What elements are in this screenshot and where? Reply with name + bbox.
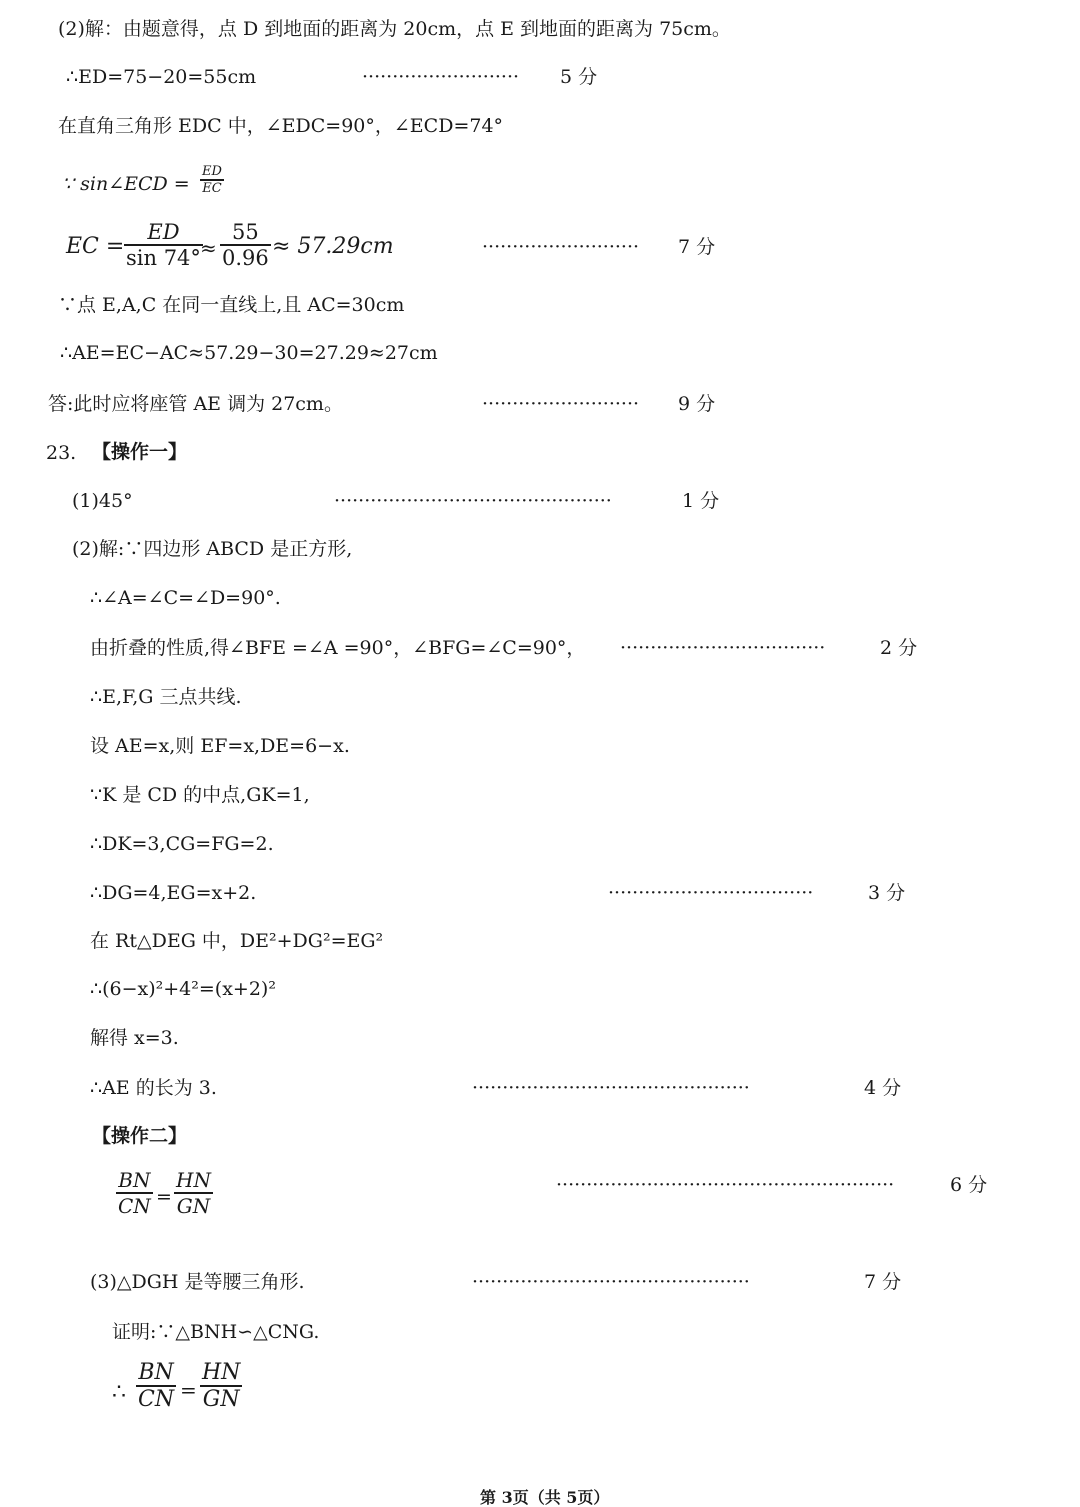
proof-equals: =	[180, 1378, 197, 1402]
solution-line-2: ∴ED=75−20=55cm	[66, 66, 257, 88]
score-label: 4 分	[864, 1077, 902, 1099]
solution-line-15: 设 AE=x,则 EF=x,DE=6−x.	[90, 735, 350, 757]
ec-formula-lhs: EC =	[66, 234, 125, 259]
score-dots: ························································	[556, 1174, 895, 1196]
score-label: 7 分	[678, 236, 716, 258]
proof-fraction-1: BN CN	[138, 1360, 175, 1412]
solution-line-12: ∴∠A=∠C=∠D=90°.	[90, 587, 281, 609]
score-dots: ··························	[362, 66, 520, 88]
proof-fraction-2: HN GN	[202, 1360, 241, 1412]
solution-line-7: ∴AE=EC−AC≈57.29−30=27.29≈27cm	[60, 342, 438, 364]
score-dots: ··································	[608, 882, 814, 904]
score-label: 5 分	[560, 66, 598, 88]
ec-fraction-2: 55 0.96	[222, 220, 269, 270]
solution-line-13: 由折叠的性质,得∠BFE =∠A =90°，∠BFG=∠C=90°，	[90, 637, 586, 659]
solution-line-19: 在 Rt△DEG 中，DE²+DG²=EG²	[90, 930, 384, 952]
score-label: 3 分	[868, 882, 906, 904]
solution-line-3: 在直角三角形 EDC 中，∠EDC=90°，∠ECD=74°	[58, 115, 504, 137]
page-footer: 第 3页（共 5页）	[480, 1488, 610, 1507]
solution-line-25: (3)△DGH 是等腰三角形.	[90, 1271, 305, 1293]
solution-line-22: ∴AE 的长为 3.	[90, 1077, 217, 1099]
sin-formula-prefix: ∵ sin∠ECD =	[62, 173, 190, 195]
question-number: 23.	[46, 442, 77, 464]
solution-line-16: ∵K 是 CD 的中点,GK=1,	[90, 784, 310, 806]
proof-line: 证明:∵△BNH∽△CNG.	[112, 1321, 320, 1343]
solution-line-20: ∴(6−x)²+4²=(x+2)²	[90, 978, 276, 1000]
score-label: 9 分	[678, 393, 716, 415]
score-label: 6 分	[950, 1174, 988, 1196]
score-dots: ··············································	[334, 490, 612, 512]
solution-line-1: (2)解：由题意得，点 D 到地面的距离为 20cm，点 E 到地面的距离为 75cm。	[58, 18, 731, 40]
score-dots: ··································	[620, 637, 826, 659]
ec-formula-rhs: ≈ 57.29cm	[272, 234, 394, 259]
sin-formula-fraction: ED EC	[202, 164, 222, 196]
score-dots: ··············································	[472, 1077, 750, 1099]
ratio-fraction-2: HN GN	[176, 1168, 211, 1218]
score-label: 1 分	[682, 490, 720, 512]
part1-answer: (1)45°	[72, 490, 133, 512]
proof-therefore: ∴	[112, 1380, 126, 1405]
score-label: 7 分	[864, 1271, 902, 1293]
solution-line-17: ∴DK=3,CG=FG=2.	[90, 833, 274, 855]
ratio-fraction-1: BN CN	[118, 1168, 151, 1218]
solution-line-11: (2)解:∵四边形 ABCD 是正方形,	[72, 538, 353, 560]
solution-line-21: 解得 x=3.	[90, 1027, 179, 1049]
ec-fraction-1: ED sin 74°	[126, 220, 201, 270]
score-dots: ··························	[482, 236, 640, 258]
section-heading-op1: 【操作一】	[92, 441, 188, 463]
section-heading-op2: 【操作二】	[92, 1125, 188, 1147]
solution-line-18: ∴DG=4,EG=x+2.	[90, 882, 257, 904]
solution-line-14: ∴E,F,G 三点共线.	[90, 686, 242, 708]
score-label: 2 分	[880, 637, 918, 659]
score-dots: ··························	[482, 393, 640, 415]
score-dots: ··············································	[472, 1271, 750, 1293]
answer-line: 答:此时应将座管 AE 调为 27cm。	[48, 393, 343, 415]
ratio-equals: =	[156, 1186, 172, 1208]
ec-approx-1: ≈	[200, 236, 217, 260]
solution-line-6: ∵点 E,A,C 在同一直线上,且 AC=30cm	[58, 294, 405, 316]
